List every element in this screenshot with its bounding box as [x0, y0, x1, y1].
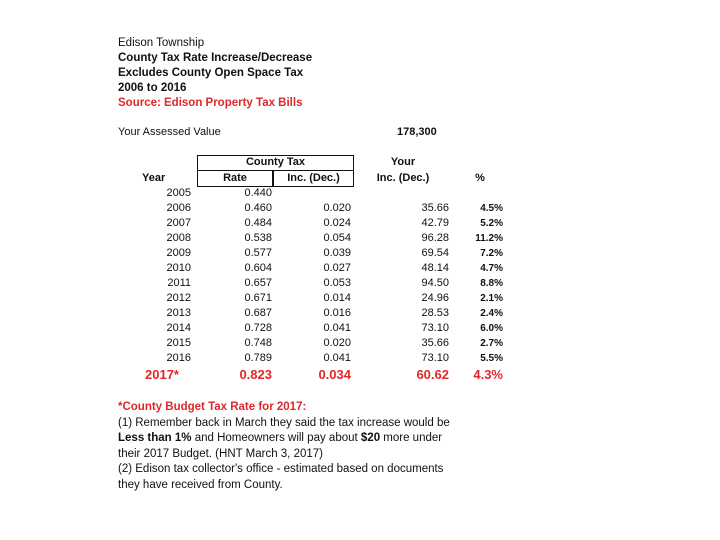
- cell-year: 2013: [166, 307, 191, 319]
- note-1-mid: and Homeowners will pay about: [191, 432, 361, 444]
- your-heading: Your: [390, 156, 416, 168]
- inc-dec-heading: Inc. (Dec.): [287, 172, 340, 184]
- cell-year: 2010: [166, 262, 191, 274]
- note-1-emph-amount: $20: [360, 432, 381, 444]
- cell-your: 94.50: [421, 277, 449, 289]
- header-township: Edison Township: [118, 37, 205, 49]
- cell-your: 73.10: [421, 352, 449, 364]
- cell-rate: 0.538: [244, 232, 272, 244]
- cell-year: 2006: [166, 202, 191, 214]
- cell-pct: 8.8%: [480, 278, 503, 289]
- cell-rate: 0.748: [244, 337, 272, 349]
- cell-year: 2015: [166, 337, 191, 349]
- cell-pct: 4.7%: [480, 263, 503, 274]
- cell-year: 2008: [166, 232, 191, 244]
- table-row: [0, 291, 720, 306]
- cell-rate: 0.728: [244, 322, 272, 334]
- cell-rate: 0.440: [244, 187, 272, 199]
- cell-pct: 7.2%: [480, 248, 503, 259]
- assessed-label: Your Assessed Value: [118, 126, 221, 138]
- cell-rate: 0.484: [244, 217, 272, 229]
- note-1-emph-less: Less than 1%: [118, 432, 192, 444]
- header-years: 2006 to 2016: [118, 82, 187, 94]
- rate-heading: Rate: [223, 172, 247, 184]
- assessed-value: 178,300: [397, 126, 437, 138]
- cell-pct: 2.1%: [480, 293, 503, 304]
- cell-inc: 0.024: [323, 217, 351, 229]
- header-source: Source: Edison Property Tax Bills: [118, 97, 303, 109]
- highlight-your: 60.62: [416, 367, 449, 382]
- table-row: [0, 186, 720, 201]
- cell-pct: 2.7%: [480, 338, 503, 349]
- cell-rate: 0.671: [244, 292, 272, 304]
- percent-heading: %: [475, 172, 485, 184]
- header-title: County Tax Rate Increase/Decrease: [118, 52, 313, 64]
- cell-inc: 0.020: [323, 202, 351, 214]
- cell-pct: 6.0%: [480, 323, 503, 334]
- cell-inc: 0.027: [323, 262, 351, 274]
- cell-inc: 0.041: [323, 322, 351, 334]
- cell-inc: 0.016: [323, 307, 351, 319]
- note-1-line-c: their 2017 Budget. (HNT March 3, 2017): [118, 447, 323, 460]
- highlight-inc: 0.034: [318, 367, 351, 382]
- cell-your: 35.66: [421, 337, 449, 349]
- table-row: [0, 201, 720, 216]
- table-row: [0, 246, 720, 261]
- notes: [118, 400, 450, 493]
- cell-year: 2012: [166, 292, 191, 304]
- note-1-line-b: [118, 431, 450, 447]
- cell-year: 2005: [166, 187, 191, 199]
- cell-your: 35.66: [421, 202, 449, 214]
- cell-inc: 0.014: [323, 292, 351, 304]
- cell-pct: 11.2%: [475, 233, 503, 244]
- cell-year: 2007: [166, 217, 191, 229]
- cell-inc: 0.054: [323, 232, 351, 244]
- table-row: [0, 351, 720, 366]
- cell-rate: 0.687: [244, 307, 272, 319]
- cell-year: 2016: [166, 352, 191, 364]
- note-1-end: more under: [380, 432, 443, 444]
- county-tax-heading: County Tax: [245, 156, 306, 168]
- cell-your: 28.53: [421, 307, 449, 319]
- cell-your: 42.79: [421, 217, 449, 229]
- table-row: [0, 231, 720, 246]
- note-2-line-b: they have received from County.: [118, 478, 283, 491]
- cell-pct: 4.5%: [480, 203, 503, 214]
- cell-year: 2009: [166, 247, 191, 259]
- cell-year: 2011: [167, 277, 191, 289]
- cell-your: 48.14: [421, 262, 449, 274]
- year-heading: Year: [142, 172, 166, 184]
- cell-pct: 2.4%: [480, 308, 503, 319]
- cell-pct: 5.2%: [480, 218, 503, 229]
- table-row: [0, 276, 720, 291]
- note-1-line-a: (1) Remember back in March they said the tax increase would be: [118, 416, 450, 429]
- cell-your: 73.10: [421, 322, 449, 334]
- cell-rate: 0.604: [244, 262, 272, 274]
- cell-rate: 0.789: [244, 352, 272, 364]
- table-row: [0, 321, 720, 336]
- your-inc-dec-heading: Inc. (Dec.): [376, 172, 430, 184]
- table-row: [0, 216, 720, 231]
- header-subtitle: Excludes County Open Space Tax: [118, 67, 304, 79]
- highlight-rate: 0.823: [239, 367, 272, 382]
- highlight-pct: 4.3%: [473, 367, 503, 382]
- cell-rate: 0.577: [244, 247, 272, 259]
- cell-rate: 0.460: [244, 202, 272, 214]
- highlight-year: 2017*: [145, 367, 179, 382]
- cell-rate: 0.657: [244, 277, 272, 289]
- cell-your: 96.28: [421, 232, 449, 244]
- cell-pct: 5.5%: [480, 353, 503, 364]
- cell-inc: 0.039: [323, 247, 351, 259]
- cell-year: 2014: [166, 322, 191, 334]
- cell-inc: 0.020: [323, 337, 351, 349]
- table-row: [0, 306, 720, 321]
- table-row: [0, 261, 720, 276]
- notes-title: *County Budget Tax Rate for 2017:: [118, 401, 307, 413]
- table-row: [0, 336, 720, 351]
- note-2-line-a: (2) Edison tax collector's office - estimated based on documents: [118, 463, 444, 475]
- cell-inc: 0.053: [323, 277, 351, 289]
- cell-inc: 0.041: [323, 352, 351, 364]
- cell-your: 24.96: [421, 292, 449, 304]
- cell-your: 69.54: [421, 247, 449, 259]
